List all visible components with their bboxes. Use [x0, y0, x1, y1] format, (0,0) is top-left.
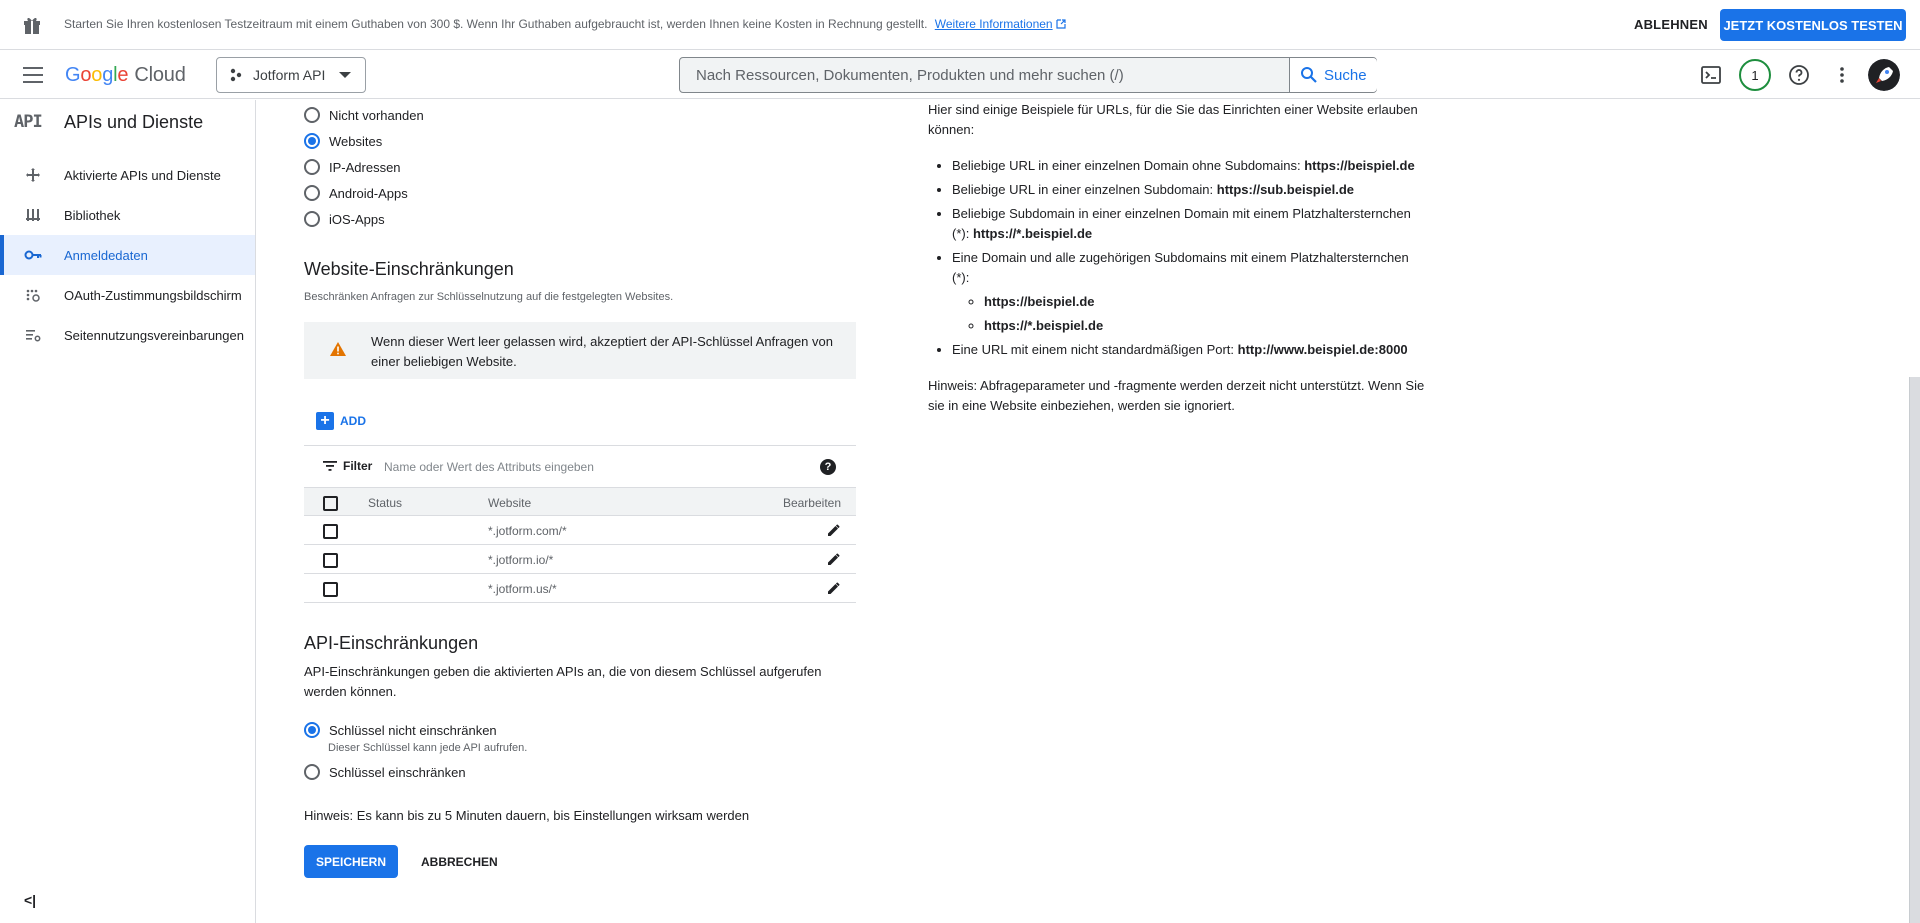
add-button-label: ADD — [340, 414, 366, 428]
settings-hint: Hinweis: Es kann bis zu 5 Minuten dauern, bis Einstellungen wirksam werden — [304, 808, 750, 823]
add-button[interactable] — [316, 412, 366, 430]
radio-none[interactable] — [304, 107, 424, 123]
plus-icon: + — [316, 412, 334, 430]
search-icon — [1300, 66, 1318, 84]
key-icon — [24, 246, 42, 264]
sidebar-item-oauth-consent[interactable] — [0, 275, 255, 315]
edit-icon[interactable] — [827, 581, 841, 595]
radio-circle — [304, 764, 320, 780]
table-row — [304, 574, 856, 603]
warning-icon — [330, 342, 346, 356]
warning-box — [304, 322, 856, 379]
save-button[interactable]: SPEICHERN — [304, 845, 398, 878]
row-checkbox[interactable] — [323, 582, 338, 597]
list-item: • Beliebige URL in einer einzelnen Domain ohne Subdomains: https://beispiel.de — [952, 156, 1428, 176]
website-restrictions-subtitle: Beschränken Anfragen zur Schlüsselnutzung auf die festgelegten Websites. — [304, 291, 674, 303]
radio-restrict[interactable] — [304, 764, 466, 780]
radio-label: iOS-Apps — [329, 211, 385, 227]
sidebar-item-label: Anmeldedaten — [64, 247, 148, 263]
consent-icon — [24, 286, 42, 304]
radio-label: IP-Adressen — [329, 159, 401, 175]
radio-circle — [304, 185, 320, 201]
column-website: Website — [488, 496, 532, 510]
radio-sublabel: Dieser Schlüssel kann jede API aufrufen. — [328, 742, 528, 754]
info-panel — [928, 100, 1428, 416]
library-icon — [24, 206, 42, 224]
column-edit: Bearbeiten — [782, 496, 841, 510]
list-item: • Eine URL mit einem nicht standardmäßigen Port: http://www.beispiel.de:8000 — [952, 340, 1428, 360]
website-value: *.jotform.us/* — [488, 582, 557, 596]
sidebar-item-label: Bibliothek — [64, 207, 121, 223]
gift-icon — [22, 15, 42, 35]
sidebar-item-label: Seitennutzungsvereinbarungen — [64, 327, 244, 343]
radio-label: Websites — [329, 133, 383, 149]
info-intro: Hier sind einige Beispiele für URLs, für die Sie das Einrichten einer Website erlauben können: — [928, 102, 1418, 137]
sidebar-title: APIs und Dienste — [64, 112, 204, 132]
radio-label: Schlüssel einschränken — [329, 764, 466, 780]
radio-label: Schlüssel nicht einschränken — [329, 722, 497, 738]
table-header — [304, 487, 856, 516]
help-icon[interactable] — [1787, 63, 1811, 87]
more-info-link[interactable]: Weitere Informationen — [934, 17, 1053, 31]
filter-bar — [304, 445, 856, 487]
table-row — [304, 516, 856, 545]
website-table — [304, 487, 856, 603]
api-restrictions-desc: API-Einschränkungen geben die aktivierten APIs an, die von diesem Schlüssel aufgerufen werden können. — [304, 664, 822, 699]
api-icon: API — [14, 112, 42, 132]
avatar[interactable] — [1868, 59, 1900, 91]
website-restrictions-title: Website-Einschränkungen — [304, 259, 514, 279]
website-value: *.jotform.io/* — [488, 553, 554, 567]
sidebar-item-credentials[interactable] — [0, 235, 255, 275]
warning-text: Wenn dieser Wert leer gelassen wird, akzeptiert der API-Schlüssel Anfragen von einer beliebigen Website. — [371, 334, 833, 369]
more-vert-icon[interactable] — [1830, 63, 1854, 87]
radio-ip[interactable] — [304, 159, 401, 175]
column-status: Status — [368, 496, 403, 510]
sidebar — [0, 100, 256, 923]
row-checkbox[interactable] — [323, 524, 338, 539]
list-item: ◦ https://beispiel.de — [984, 292, 1428, 312]
sidebar-item-label: Aktivierte APIs und Dienste — [64, 167, 221, 183]
scrollbar[interactable] — [1909, 377, 1920, 923]
api-restrictions-title: API-Einschränkungen — [304, 633, 479, 653]
radio-websites[interactable] — [304, 133, 382, 149]
filter-icon — [322, 460, 338, 472]
banner-text: Starten Sie Ihren kostenlosen Testzeitraum mit einem Guthaben von 300 $. Wenn Ihr Guthaben aufgebraucht ist, werden Ihnen keine Kosten in Rechnung gestellt. Weitere Informationen — [64, 17, 1066, 31]
edit-icon[interactable] — [827, 523, 841, 537]
google-cloud-logo[interactable] — [65, 64, 186, 87]
sidebar-item-page-usage[interactable] — [0, 315, 255, 355]
search-input[interactable] — [680, 58, 1288, 92]
cloud-shell-icon[interactable] — [1699, 63, 1723, 87]
row-checkbox[interactable] — [323, 553, 338, 568]
project-selector[interactable] — [216, 57, 366, 93]
chevron-down-icon — [339, 72, 351, 78]
menu-icon[interactable] — [23, 67, 43, 83]
radio-label: Android-Apps — [329, 185, 408, 201]
try-free-button[interactable]: JETZT KOSTENLOS TESTEN — [1720, 9, 1906, 41]
list-item: ◦ https://*.beispiel.de — [984, 316, 1428, 336]
sidebar-item-label: OAuth-Zustimmungsbildschirm — [64, 287, 242, 303]
info-note: Hinweis: Abfrageparameter und -fragmente werden derzeit nicht unterstützt. Wenn Sie sie in eine Website einbeziehen, werden sie ignoriert. — [928, 378, 1425, 413]
move-icon — [24, 166, 42, 184]
project-name: Jotform API — [253, 67, 326, 83]
sub-list — [984, 292, 1428, 336]
collapse-sidebar-icon[interactable]: <| — [24, 892, 37, 908]
website-value: *.jotform.com/* — [488, 524, 567, 538]
external-link-icon — [1056, 19, 1066, 29]
sidebar-item-library[interactable] — [0, 195, 255, 235]
filter-label: Filter — [322, 459, 372, 473]
list-item: • Beliebige Subdomain in einer einzelnen Domain mit einem Platzhaltersternchen (*): https://*.beispiel.de — [952, 204, 1428, 244]
radio-label: Nicht vorhanden — [329, 107, 424, 123]
radio-android[interactable] — [304, 185, 408, 201]
search-button[interactable] — [1289, 58, 1377, 92]
example-list — [952, 156, 1428, 360]
help-icon[interactable]: ? — [820, 459, 836, 475]
trial-banner — [0, 0, 1920, 50]
radio-circle-selected — [304, 722, 320, 738]
select-all-checkbox[interactable] — [323, 496, 338, 511]
list-item: • Eine Domain und alle zugehörigen Subdomains mit einem Platzhaltersternchen (*): ◦ https://beispiel.de ◦ https://*.beispiel.de — [952, 248, 1428, 336]
radio-ios[interactable] — [304, 211, 385, 227]
radio-dont-restrict[interactable] — [304, 722, 497, 738]
table-row — [304, 545, 856, 574]
decline-button[interactable]: ABLEHNEN — [1634, 17, 1708, 32]
main-form — [256, 100, 906, 923]
radio-circle — [304, 211, 320, 227]
edit-icon[interactable] — [827, 552, 841, 566]
project-icon — [229, 68, 243, 82]
sidebar-header — [14, 112, 204, 132]
radio-circle — [304, 107, 320, 123]
sidebar-item-enabled-apis[interactable] — [0, 155, 255, 195]
search-button-label: Suche — [1324, 66, 1367, 84]
settings-list-icon — [24, 326, 42, 344]
cancel-button[interactable]: ABBRECHEN — [421, 855, 498, 869]
search-bar — [679, 57, 1377, 93]
radio-circle — [304, 159, 320, 175]
logo-google: Google — [65, 64, 129, 86]
rocket-icon — [1868, 59, 1900, 91]
top-header — [0, 51, 1920, 99]
logo-cloud: Cloud — [134, 64, 186, 86]
radio-circle-selected — [304, 133, 320, 149]
filter-input[interactable] — [384, 456, 804, 478]
list-item: • Beliebige URL in einer einzelnen Subdomain: https://sub.beispiel.de — [952, 180, 1428, 200]
notifications-badge[interactable]: 1 — [1739, 59, 1771, 91]
